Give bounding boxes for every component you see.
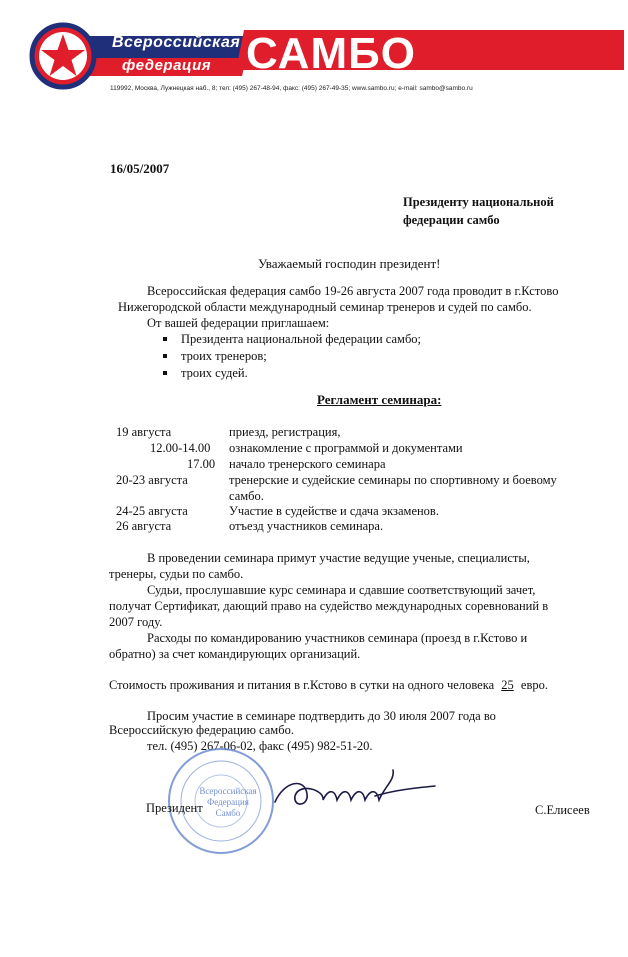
intro-line: Всероссийская федерация самбо 19-26 августа 2007 года проводит в г.Кстово (147, 284, 559, 298)
letterhead-org-line1: Всероссийская (112, 34, 241, 51)
paragraph-line: обратно) за счет командирующих организаций. (109, 647, 361, 661)
paragraph-line: Всероссийскую федерацию самбо. (109, 723, 294, 737)
schedule-date: 24-25 августа (116, 504, 188, 518)
paragraph-line: 2007 году. (109, 615, 163, 629)
schedule-date: 12.00-14.00 (150, 441, 211, 455)
contacts-line: тел. (495) 267-06-02, факс (495) 982-51-20. (147, 739, 373, 753)
invitees-list (163, 331, 421, 382)
bullet-icon (163, 371, 167, 375)
letterhead-org-line2: федерация (122, 57, 212, 74)
letter-date: 16/05/2007 (110, 161, 170, 176)
list-item: Президента национальной федерации самбо; (163, 331, 421, 348)
schedule-event: тренерские и судейские семинары по спортивному и боевому (229, 473, 557, 487)
addressee-line: федерации самбо (403, 213, 500, 227)
paragraph-line: Просим участие в семинаре подтвердить до 30 июля 2007 года во (147, 709, 496, 723)
bullet-icon (163, 337, 167, 341)
addressee-line: Президенту национальной (403, 195, 554, 209)
schedule-date: 26 августа (116, 519, 172, 533)
schedule-event: Участие в судействе и сдача экзаменов. (229, 504, 439, 518)
paragraph-line: получат Сертификат, дающий право на судейство международных соревнований в (109, 599, 549, 613)
paragraph-line: В проведении семинара примут участие ведущие ученые, специалисты, (147, 551, 530, 565)
schedule-event: приезд, регистрация, (229, 425, 341, 439)
letterhead-brand: САМБО (246, 29, 416, 78)
handwritten-signature-icon (265, 760, 445, 820)
schedule-date: 17.00 (187, 457, 216, 471)
stamp-text: Всероссийская Федерация Самбо (199, 786, 257, 818)
schedule-event-cont: самбо. (229, 489, 264, 503)
letterhead-address: 119992, Москва, Лужнецкая наб., 8; тел: (495) 267-48-94, факс: (495) 267-49-35; www.sambo.ru; e-mail: sambo@sambo.ru (110, 85, 473, 92)
star-logo-icon (26, 22, 100, 90)
cost-prefix: Стоимость проживания и питания в г.Кстово в сутки на одного человека (109, 678, 495, 692)
cost-suffix: евро. (520, 678, 548, 692)
invite-line: От вашей федерации приглашаем: (147, 316, 330, 330)
greeting: Уважаемый господин президент! (258, 256, 441, 271)
intro-line: Нижегородской области международный семинар тренеров и судей по самбо. (118, 300, 532, 314)
regulation-title: Регламент семинара: (317, 392, 442, 407)
schedule-event: ознакомление с программой и документами (229, 441, 463, 455)
list-item: троих судей. (163, 365, 421, 382)
schedule-event: отъезд участников семинара. (229, 519, 384, 533)
addressee (403, 193, 554, 229)
paragraph-line: Судьи, прослушавшие курс семинара и сдавшие соответствующий зачет, (147, 583, 536, 597)
cost-line (109, 677, 548, 693)
schedule-date: 20-23 августа (116, 473, 188, 487)
signature-name: С.Елисеев (535, 803, 590, 817)
schedule-event: начало тренерского семинара (229, 457, 386, 471)
cost-value: 25 (501, 678, 514, 692)
bullet-icon (163, 354, 167, 358)
schedule-date: 19 августа (116, 425, 172, 439)
list-item: троих тренеров; (163, 348, 421, 365)
signature-role: Президент (146, 801, 203, 815)
paragraph-line: Расходы по командированию участников семинара (проезд в г.Кстово и (147, 631, 528, 645)
paragraph-line: тренеры, судьи по самбо. (109, 567, 244, 581)
